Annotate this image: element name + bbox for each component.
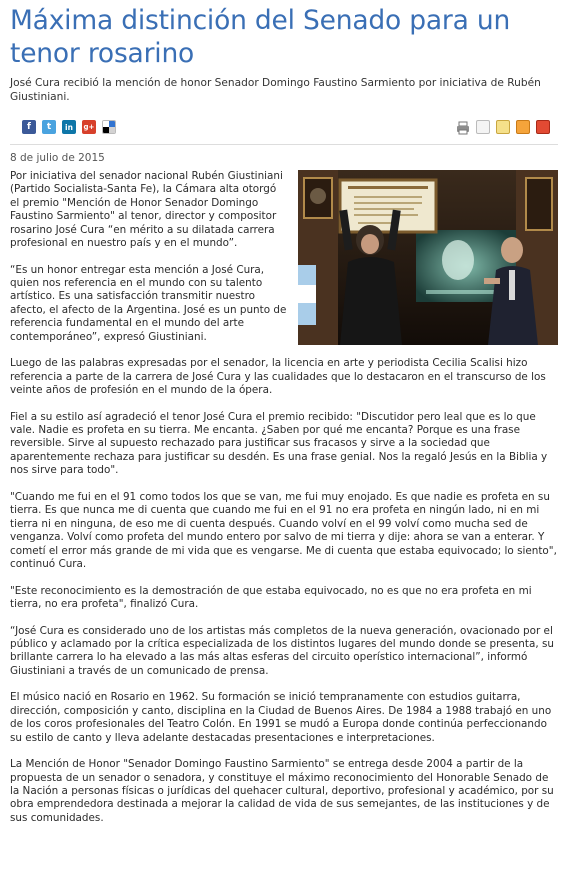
color-orange-icon[interactable] [516,120,530,134]
photo-illustration [298,170,558,345]
article-photo [298,170,558,345]
font-size-icon[interactable] [476,120,490,134]
facebook-icon[interactable] [22,120,36,134]
linkedin-glyph: in [65,122,73,132]
color-red-icon[interactable] [536,120,550,134]
paragraph: El músico nació en Rosario en 1962. Su formación se inició tempranamente con estudios guitarra, dirección, composición y canto, disciplina en la Ciudad de Buenos Aires. De 1984 a 1988 trabajó en uno de los coros profesionales del Teatro Colón. En 1991 se mudó a Europa donde continúa perfeccionando su estilo de canto y lleva adelante destacadas presentaciones e interpretaciones. [10,691,552,744]
paragraph: Luego de las palabras expresadas por el senador, la licencia en arte y periodista Cecilia Scalisi hizo referencia a parte de la carrera de José Cura y las cualidades que lo destacaron en el transcurso de los veinte años de profesión en el mundo de la ópera. [10,357,546,397]
print-icon[interactable] [456,120,470,134]
share-toolbar [10,112,558,145]
twitter-icon[interactable] [42,120,56,134]
paragraph: "Este reconocimiento es la demostración de que estaba equivocado, no es que no era profeta en mi tierra, no era profeta", finalizó Cura. [10,584,532,610]
share-buttons [22,120,116,134]
paragraph: Por iniciativa del senador nacional Rubén Giustiniani (Partido Socialista-Santa Fe), la Cámara alta otorgó el premio "Mención de Honor Senador Domingo Faustino Sarmiento" al tenor, director y compositor rosarino José Cura “en mérito a su dilatada carrera profesional en nuestro país y en el mundo”. [10,170,283,250]
article-body [10,170,558,825]
google-plus-glyph: g+ [83,123,95,131]
paragraph: “José Cura es considerado uno de los artistas más completos de la nueva generación, ovacionado por el público y aclamado por la crítica especializada de los distintos lugares del mundo donde se presenta, su brillante carrera lo ha elevado a las más altas esferas del circuito operístico internacional”, informó Giustiniani a través de un comunicado de prensa. [10,624,554,677]
paragraph: “Es un honor entregar esta mención a José Cura, quien nos referencia en el mundo con su talento artístico. Es una satisfacción transmitir nuestro afecto, el afecto de la Argentina. José es un punto de referencia fundamental en el mundo del arte contemporáneo”, expresó Giustiniani. [10,263,287,343]
article-subtitle: José Cura recibió la mención de honor Senador Domingo Faustino Sarmiento por iniciativa de Rubén Giustiniani. [10,77,541,103]
twitter-glyph: t [46,122,52,132]
paragraph: "Cuando me fui en el 91 como todos los que se van, me fui muy enojado. Es que nadie es profeta en su tierra. Es que nunca me di cuenta que cuando me fui en el 91 no era profeta en ningún lado, ni en mi tierra ni en ninguna, de eso me di cuenta después. Cuando volví en el 99 volví como mucha sed de venganza. Volví como profeta del mundo entero por salvo de mi tierra y dije: ahora se van a enterar. Y cometí el error más grande de mi vida que es vengarse. Me di cuenta que estaba equivocado; lo siento", continuó Cura. [10,490,557,570]
page-tools [456,120,550,134]
article-title: Máxima distinción del Senado para un tenor rosarino [10,5,511,69]
delicious-glyph [103,121,115,133]
google-plus-icon[interactable] [82,120,96,134]
article [10,4,558,838]
paragraph: Fiel a su estilo así agradeció el tenor José Cura el premio recibido: "Discutidor pero leal que es lo que vale. Nadie es profeta en su tierra. Me encanta. ¿Saben por qué me encanta? Porque es una frase reversible. Sirve al supuesto rechazado para justificar sus fracasos y sirve a la sociedad que aparentemente rechaza para justificar su desdén. Es una frase genial. Nos la regaló Jesús en la Biblia y nos sirve para todo". [10,410,548,477]
delicious-icon[interactable] [102,120,116,134]
linkedin-icon[interactable] [62,120,76,134]
facebook-glyph: f [27,122,31,132]
color-yellow-icon[interactable] [496,120,510,134]
paragraph: La Mención de Honor "Senador Domingo Faustino Sarmiento" se entrega desde 2004 a partir de la propuesta de un senador o senadora, y constituye el máximo reconocimiento del Honorable Senado de la Nación a personas físicas o jurídicas del quehacer cultural, deportivo, profesional y académico, por su obra emprendedora destinada a mejorar la calidad de vida de sus semejantes, de las instituciones y de sus comunidades. [10,758,554,824]
article-date: 8 de julio de 2015 [10,152,105,164]
